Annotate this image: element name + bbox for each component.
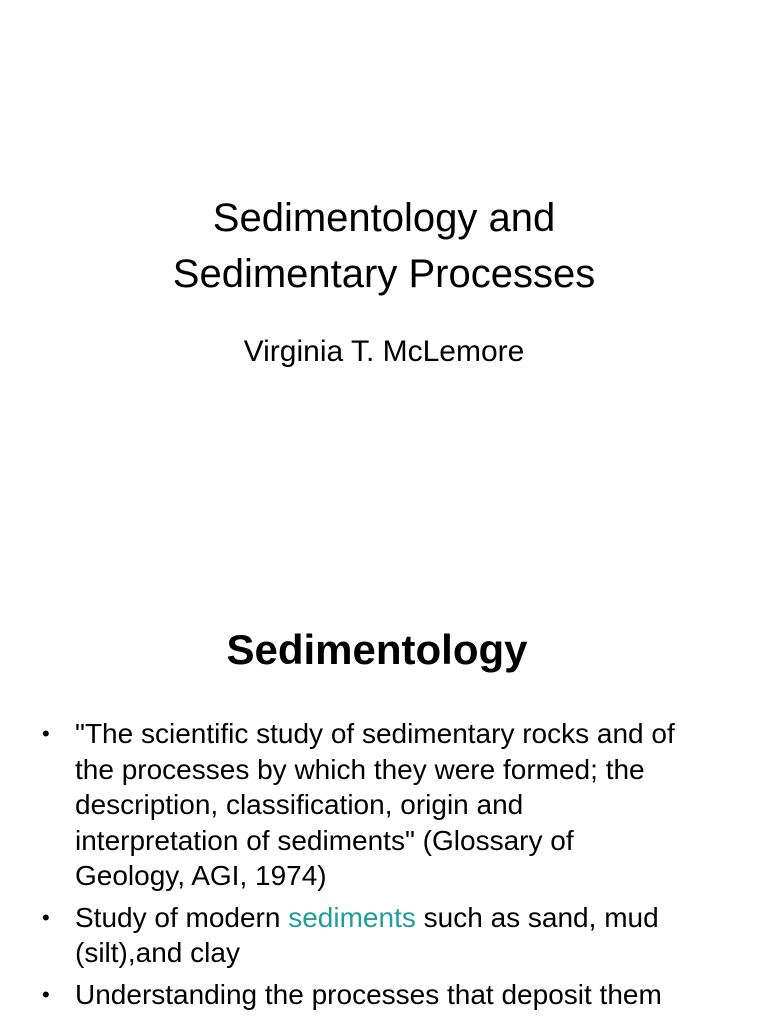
bullet-text-line: the processes by which they were formed; the bbox=[75, 753, 645, 785]
bullet-text-line: "The scientific study of sedimentary rocks and of bbox=[75, 718, 675, 749]
slide-heading: Sedimentology bbox=[226, 626, 528, 673]
bullet-icon: • bbox=[42, 981, 50, 1007]
bullet-text-line: description, classification, origin and bbox=[75, 789, 524, 820]
bullet-text-line: Understanding the processes that deposit them bbox=[75, 978, 662, 1010]
title-line-2: Sedimentary Processes bbox=[172, 252, 596, 296]
bullet-text-line: interpretation of sediments" (Glossary of bbox=[75, 824, 574, 856]
bullet-text-after-link: such as sand, mud bbox=[415, 901, 659, 933]
bullet-text-before-link: Study of modern bbox=[75, 901, 289, 933]
bullet-item-modern-sediments bbox=[40, 900, 740, 971]
title-line-1: Sedimentology and bbox=[212, 196, 556, 240]
bullet-icon: • bbox=[42, 721, 50, 746]
bullet-list bbox=[40, 716, 740, 1018]
bullet-icon: • bbox=[42, 904, 50, 930]
author-name: Virginia T. McLemore bbox=[243, 335, 525, 368]
content-slide bbox=[0, 576, 768, 1024]
sediments-link[interactable]: sediments bbox=[288, 901, 416, 933]
bullet-item-processes bbox=[40, 977, 740, 1013]
bullet-text-line: Geology, AGI, 1974) bbox=[75, 860, 327, 891]
bullet-item-definition bbox=[40, 716, 740, 894]
bullet-text-line bbox=[75, 900, 740, 936]
bullet-text-line: (silt),and clay bbox=[75, 937, 240, 968]
slide-title bbox=[0, 190, 768, 302]
